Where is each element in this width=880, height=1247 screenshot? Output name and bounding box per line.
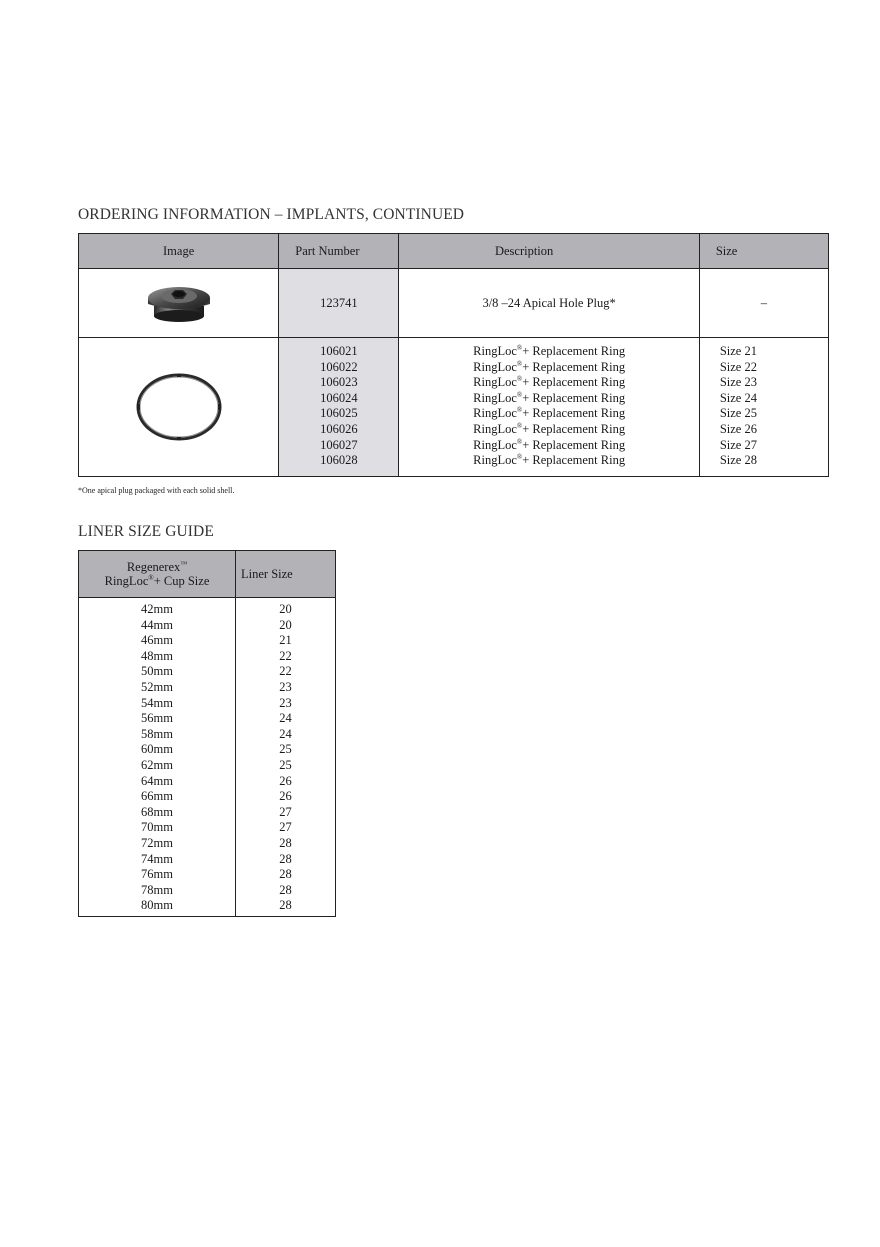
list-item: 106027 (320, 437, 358, 452)
header-part-number: Part Number (279, 234, 399, 269)
list-item: 60mm (141, 742, 173, 757)
list-item: 28 (279, 835, 292, 850)
list-item: Size 23 (719, 375, 757, 390)
liner-header-row (79, 551, 336, 598)
list-item: 20 (279, 602, 292, 616)
list-item: 106022 (320, 359, 358, 374)
list-item: 27 (279, 804, 292, 819)
list-item: Size 26 (719, 421, 757, 436)
list-item: 106026 (320, 421, 358, 436)
list-item: 66mm (141, 789, 173, 804)
header-cup-suffix: + Cup Size (153, 574, 210, 588)
table-row (79, 338, 829, 477)
replacement-ring-image (129, 367, 229, 447)
header-cup-size (79, 551, 236, 598)
list-item: RingLoc®+ Replacement Ring (473, 453, 626, 468)
list-item: 44mm (141, 617, 173, 632)
liner-guide-title: LINER SIZE GUIDE (78, 523, 214, 540)
list-item: 106024 (320, 390, 358, 405)
part-numbers-cell (279, 338, 399, 477)
list-item: 50mm (141, 664, 173, 679)
list-item: 25 (279, 742, 292, 757)
list-item: RingLoc®+ Replacement Ring (473, 375, 626, 390)
ordering-table (78, 233, 829, 477)
list-item: 76mm (141, 867, 173, 882)
table-row (79, 598, 336, 917)
header-image: Image (79, 234, 279, 269)
list-item: 20 (279, 617, 292, 632)
list-item: 27 (279, 820, 292, 835)
list-item: Size 21 (719, 344, 757, 358)
descriptions-cell (399, 338, 699, 477)
list-item: 28 (279, 867, 292, 882)
list-item: 46mm (141, 633, 173, 648)
list-item: 24 (279, 711, 292, 726)
list-item: RingLoc®+ Replacement Ring (473, 437, 626, 452)
list-item: Size 28 (719, 453, 757, 468)
header-cup-brand: Regenerex (126, 560, 181, 574)
list-item: 48mm (141, 648, 173, 663)
liner-size-table (78, 550, 336, 917)
list-item: 26 (279, 773, 292, 788)
table-row (79, 269, 829, 338)
list-item: 80mm (141, 898, 173, 913)
list-item: Size 22 (719, 359, 757, 374)
list-item: 25 (279, 757, 292, 772)
header-cup-ringloc: RingLoc (104, 574, 149, 588)
cup-size-list (79, 598, 236, 917)
ring-part-number-list (279, 338, 398, 469)
liner-size-list (236, 598, 336, 917)
list-item: 78mm (141, 882, 173, 897)
ring-size-list (700, 338, 828, 469)
trademark-mark: ™ (180, 560, 188, 568)
list-item: 64mm (141, 773, 173, 788)
description-cell: 3/8 –24 Apical Hole Plug* (399, 269, 699, 338)
plug-image-cell (79, 269, 279, 338)
ring-description-list (399, 338, 698, 469)
list-item: RingLoc®+ Replacement Ring (473, 359, 626, 374)
part-number-cell: 123741 (279, 269, 399, 338)
list-item: 54mm (141, 695, 173, 710)
apical-hole-plug-image (144, 278, 214, 328)
list-item: 28 (279, 851, 292, 866)
list-item: RingLoc®+ Replacement Ring (473, 390, 626, 405)
list-item: 28 (279, 882, 292, 897)
list-item: 24 (279, 726, 292, 741)
list-item: 106021 (320, 344, 358, 358)
header-description: Description (399, 234, 699, 269)
header-size: Size (699, 234, 828, 269)
sizes-cell (699, 338, 828, 477)
list-item: 52mm (141, 679, 173, 694)
registered-mark: ® (148, 574, 154, 582)
list-item: 106025 (320, 406, 358, 421)
footnote: *One apical plug packaged with each solid shell. (78, 486, 235, 495)
ordering-section-title: ORDERING INFORMATION – IMPLANTS, CONTINUED (78, 206, 465, 223)
list-item: 106023 (320, 375, 358, 390)
ordering-header-row (79, 234, 829, 269)
list-item: 68mm (141, 804, 173, 819)
list-item: 28 (279, 898, 292, 913)
list-item: 42mm (141, 602, 173, 616)
list-item: RingLoc®+ Replacement Ring (473, 344, 626, 358)
list-item: Size 27 (719, 437, 757, 452)
list-item: 22 (279, 664, 292, 679)
list-item: 26 (279, 789, 292, 804)
list-item: 23 (279, 695, 292, 710)
list-item: RingLoc®+ Replacement Ring (473, 421, 626, 436)
list-item: 106028 (320, 453, 358, 468)
size-cell: – (699, 269, 828, 338)
list-item: RingLoc®+ Replacement Ring (473, 406, 626, 421)
ring-image-cell (79, 338, 279, 477)
list-item: 22 (279, 648, 292, 663)
list-item: 70mm (141, 820, 173, 835)
list-item: Size 25 (719, 406, 757, 421)
list-item: 72mm (141, 835, 173, 850)
list-item: 58mm (141, 726, 173, 741)
header-liner-size: Liner Size (236, 551, 336, 598)
list-item: 56mm (141, 711, 173, 726)
list-item: 21 (279, 633, 292, 648)
list-item: 74mm (141, 851, 173, 866)
list-item: 62mm (141, 757, 173, 772)
list-item: Size 24 (719, 390, 757, 405)
list-item: 23 (279, 679, 292, 694)
